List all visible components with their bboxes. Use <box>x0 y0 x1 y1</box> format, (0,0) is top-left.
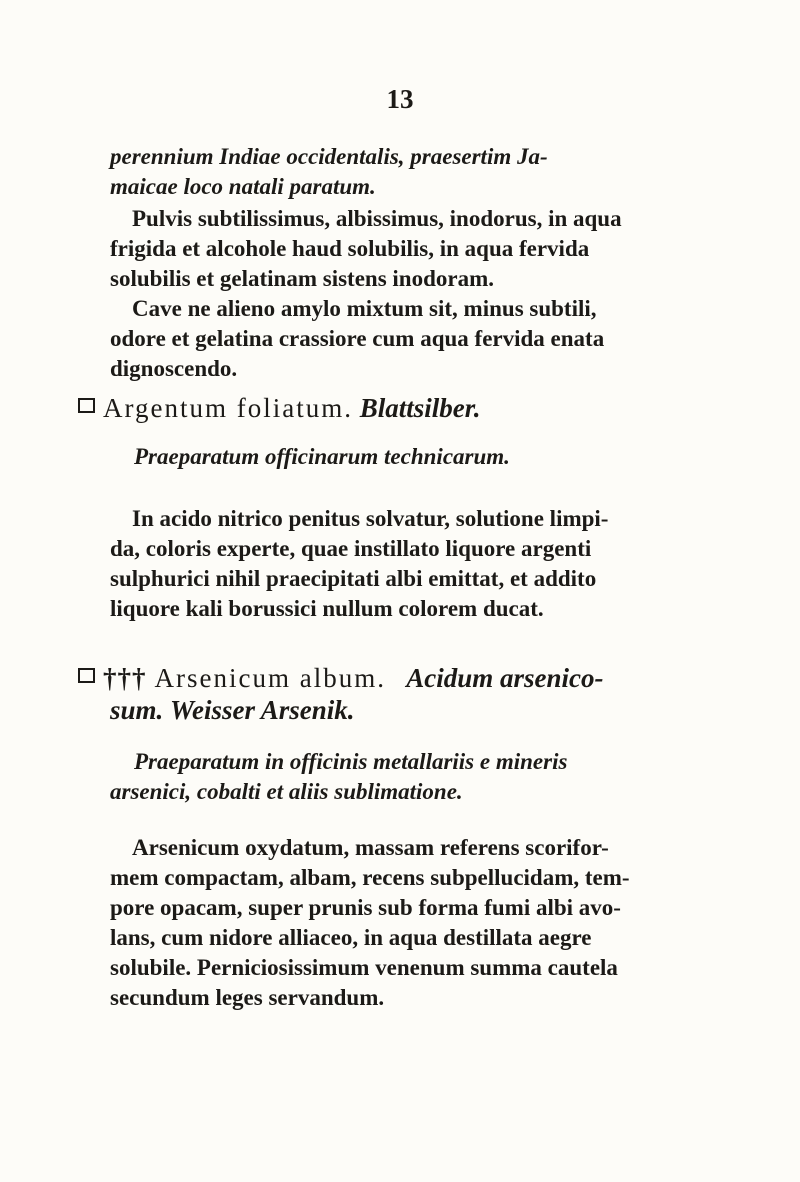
preparation-line: Praeparatum in officinis metallariis e mineris <box>134 749 568 774</box>
paragraph-description <box>110 204 685 294</box>
paragraph-argentum <box>110 504 685 624</box>
paragraph-line: pore opacam, super prunis sub forma fumi albi avo- <box>110 895 621 920</box>
paragraph-line: liquore kali borussici nullum colorem ducat. <box>110 596 544 621</box>
entry-latin-alt: Acidum arsenico- <box>406 663 604 693</box>
entry-latin-alt: sum. <box>110 695 164 725</box>
paragraph-line: lans, cum nidore alliaceo, in aqua destillata aegre <box>110 925 592 950</box>
intro-line: maicae loco natali paratum. <box>110 174 376 199</box>
paragraph-line: Cave ne alieno amylo mixtum sit, minus subtili, <box>132 296 597 321</box>
entry-heading-argentum <box>78 392 718 424</box>
entry-german-name: Weisser Arsenik. <box>170 695 355 725</box>
dagger-mark: ††† <box>103 663 147 693</box>
paragraph-caution <box>110 294 685 384</box>
paragraph-line: secundum leges servandum. <box>110 985 385 1010</box>
square-box-icon <box>78 398 95 413</box>
paragraph-line: dignoscendo. <box>110 356 238 381</box>
entry-german-name: Blattsilber. <box>359 393 481 423</box>
paragraph-line: Arsenicum oxydatum, massam referens scorifor- <box>132 835 609 860</box>
preparation-line: Praeparatum officinarum technicarum. <box>134 444 510 469</box>
page-number: 13 <box>386 84 414 114</box>
intro-line: perennium Indiae occidentalis, praesertim Ja- <box>110 144 548 169</box>
preparation-argentum <box>110 442 685 472</box>
paragraph-line: Pulvis subtilissimus, albissimus, inodorus, in aqua <box>132 206 622 231</box>
preparation-line: arsenici, cobalti et aliis sublimatione. <box>110 779 463 804</box>
paragraph-line: solubile. Perniciosissimum venenum summa cautela <box>110 955 618 980</box>
paragraph-line: odore et gelatina crassiore cum aqua fervida enata <box>110 326 605 351</box>
paragraph-line: da, coloris experte, quae instillato liquore argenti <box>110 536 592 561</box>
paragraph-arsenicum <box>110 833 685 1013</box>
paragraph-line: mem compactam, albam, recens subpellucidam, tem- <box>110 865 630 890</box>
paragraph-line: sulphurici nihil praecipitati albi emittat, et addito <box>110 566 597 591</box>
entry-name: Arsenicum album. <box>154 663 386 693</box>
paragraph-line: solubilis et gelatinam sistens inodoram. <box>110 266 495 291</box>
paragraph-line: frigida et alcohole haud solubilis, in aqua fervida <box>110 236 590 261</box>
paragraph-line: In acido nitrico penitus solvatur, solutione limpi- <box>132 506 609 531</box>
entry-heading-arsenicum <box>78 662 718 726</box>
preparation-arsenicum <box>110 747 685 807</box>
entry-name: Argentum foliatum. <box>103 393 353 423</box>
square-box-icon <box>78 668 95 683</box>
intro-text <box>110 142 685 202</box>
